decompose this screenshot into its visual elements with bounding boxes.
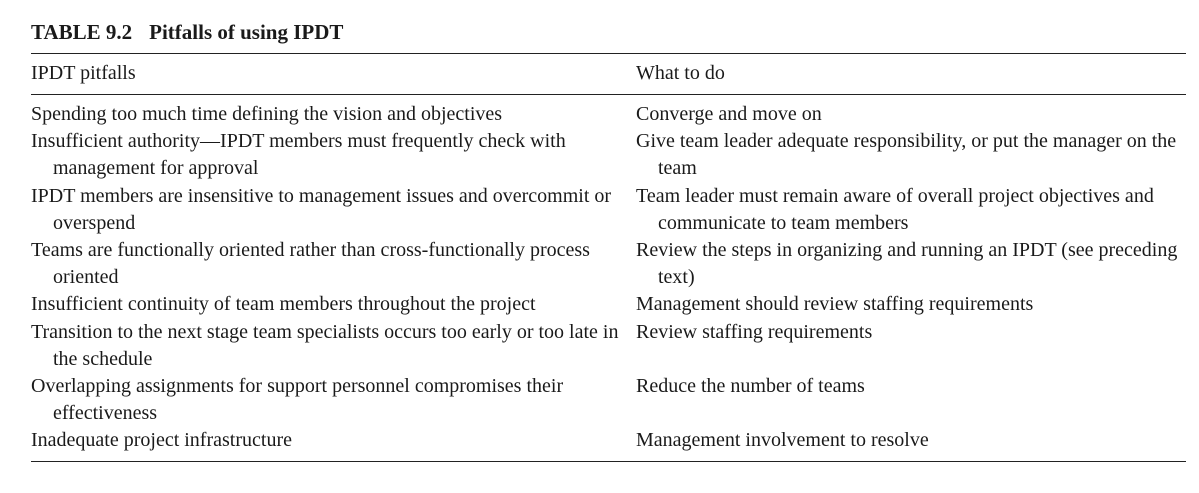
header-pitfalls: IPDT pitfalls — [31, 62, 136, 84]
table-row — [31, 183, 1186, 237]
header-what-to-do: What to do — [636, 62, 725, 84]
pitfall-cell: Overlapping assignments for support personnel compromises their effectiveness — [31, 375, 564, 425]
pitfall-cell: Insufficient authority—IPDT members must frequently check with management for approval — [31, 130, 566, 180]
table-number: TABLE 9.2 — [31, 20, 133, 44]
action-cell: Management involvement to resolve — [636, 429, 929, 452]
table-title: Pitfalls of using IPDT — [149, 20, 344, 44]
table-row — [31, 427, 1186, 454]
action-cell: Team leader must remain aware of overall project objectives and communicate to team members — [636, 184, 1154, 234]
action-cell: Management should review staffing requirements — [636, 293, 1034, 316]
table-row — [31, 237, 1186, 291]
table-row — [31, 128, 1186, 182]
table-row — [31, 291, 1186, 318]
action-cell: Give team leader adequate responsibility, or put the manager on the team — [636, 130, 1177, 180]
pitfall-cell: IPDT members are insensitive to management issues and overcommit or overspend — [31, 184, 612, 234]
action-cell: Review staffing requirements — [636, 320, 873, 343]
table-body — [31, 95, 1186, 455]
action-cell: Reduce the number of teams — [636, 375, 865, 398]
table-caption — [31, 18, 1186, 46]
pitfall-cell: Teams are functionally oriented rather than cross-functionally process oriented — [31, 239, 590, 289]
pitfall-cell: Spending too much time defining the vision and objectives — [31, 103, 503, 125]
table-row — [31, 373, 1186, 427]
table-row — [31, 319, 1186, 373]
table-header-row — [31, 54, 1186, 94]
pitfall-cell: Transition to the next stage team specialists occurs too early or too late in the schedule — [31, 320, 619, 370]
action-cell: Converge and move on — [636, 103, 822, 125]
pitfall-cell: Insufficient continuity of team members throughout the project — [31, 293, 536, 316]
table-row — [31, 101, 1186, 128]
pitfalls-table — [31, 18, 1186, 462]
bottom-rule — [31, 461, 1186, 462]
pitfall-cell: Inadequate project infrastructure — [31, 429, 292, 452]
action-cell: Review the steps in organizing and running an IPDT (see preceding text) — [636, 239, 1178, 289]
